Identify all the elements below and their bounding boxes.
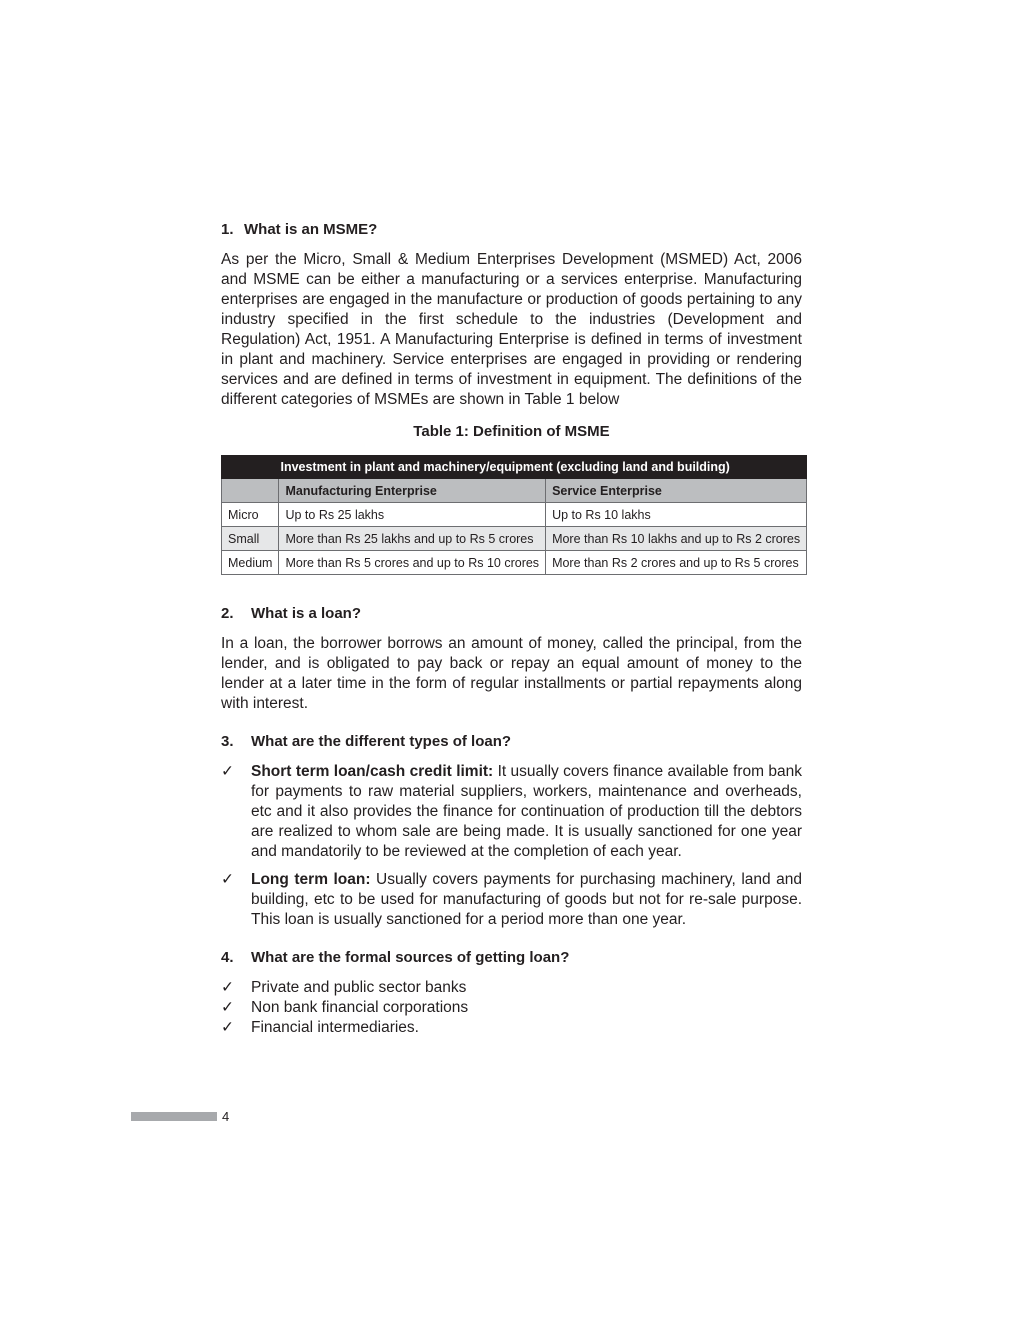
table-cell: Up to Rs 10 lakhs (546, 503, 807, 527)
column-header-service: Service Enterprise (546, 479, 807, 503)
page-number: 4 (222, 1109, 230, 1124)
table-cell: Medium (222, 551, 279, 575)
loan-types-list (221, 762, 802, 930)
section-number: 2. (221, 605, 234, 622)
table-row (222, 527, 807, 551)
table-row (222, 503, 807, 527)
list-item-text: It usually covers finance available from bank for payments to raw material suppliers, workers, maintenance and overheads, etc and it also provides the finance for continuation of production till the debtors are realized to whom sale are being made. It is usually sanctioned for one year and mandatorily to be reviewed at the completion of each year. (251, 763, 802, 860)
section-number: 1. (221, 221, 234, 238)
column-header-category (222, 479, 279, 503)
msme-definition-table (221, 455, 807, 575)
list-item-text: Financial intermediaries. (251, 1019, 419, 1036)
check-icon: ✓ (221, 999, 234, 1016)
table-cell: Small (222, 527, 279, 551)
table-top-header: Investment in plant and machinery/equipment (excluding land and building) (279, 456, 807, 479)
section-2-heading (221, 604, 802, 624)
section-number: 4. (221, 949, 234, 966)
section-1-heading (221, 220, 802, 240)
check-icon: ✓ (221, 871, 234, 888)
check-icon: ✓ (221, 1019, 234, 1036)
list-item-term: Short term loan/cash credit limit: (251, 763, 494, 780)
section-1-body: As per the Micro, Small & Medium Enterprises Development (MSMED) Act, 2006 and MSME can be either a manufacturing or a services enterprise. Manufacturing enterprises are engaged in the manufacture or production of goods pertaining to any industry specified in the first schedule to the industries (Development and Regulation) Act, 1951. A Manufacturing Enterprise is defined in terms of investment in plant and machinery. Service enterprises are engaged in providing or rendering services and are defined in terms of investment in equipment. The definitions of the different categories of MSMEs are shown in Table 1 below (221, 251, 802, 408)
column-header-manufacturing: Manufacturing Enterprise (279, 479, 546, 503)
table-cell: Micro (222, 503, 279, 527)
table-top-header-row (222, 456, 807, 479)
section-title: What is a loan? (251, 605, 362, 622)
loan-sources-list (221, 978, 802, 1038)
list-item (221, 762, 802, 862)
table-caption: Table 1: Definition of MSME (413, 423, 610, 440)
section-3-heading (221, 732, 802, 752)
table-cell: More than Rs 5 crores and up to Rs 10 crores (279, 551, 546, 575)
footer-bar (131, 1112, 217, 1121)
table-column-header-row (222, 479, 807, 503)
table-cell: More than Rs 25 lakhs and up to Rs 5 crores (279, 527, 546, 551)
section-title: What are the formal sources of getting loan? (251, 949, 570, 966)
list-item (221, 1018, 802, 1038)
table-cell: Up to Rs 25 lakhs (279, 503, 546, 527)
list-item (221, 870, 802, 930)
check-icon: ✓ (221, 979, 234, 996)
list-item-text: Non bank financial corporations (251, 999, 469, 1016)
list-item-term: Long term loan: (251, 871, 371, 888)
table-cell: More than Rs 10 lakhs and up to Rs 2 crores (546, 527, 807, 551)
table-row (222, 551, 807, 575)
section-2-body: In a loan, the borrower borrows an amount of money, called the principal, from the lender, and is obligated to pay back or repay an equal amount of money to the lender at a later time in the form of regular installments or partial repayments along with interest. (221, 635, 802, 712)
section-4-heading (221, 948, 802, 968)
list-item-text: Private and public sector banks (251, 979, 467, 996)
table-corner-cell (222, 456, 279, 479)
table-cell: More than Rs 2 crores and up to Rs 5 crores (546, 551, 807, 575)
section-title: What are the different types of loan? (251, 733, 512, 750)
list-item (221, 998, 802, 1018)
list-item-text: Usually covers payments for purchasing machinery, land and building, etc to be used for manufacturing of goods but not for re-sale purpose. This loan is usually sanctioned for a period more than one year. (251, 871, 802, 928)
section-number: 3. (221, 733, 234, 750)
section-title: What is an MSME? (244, 221, 378, 238)
page-content (221, 220, 802, 1038)
check-icon: ✓ (221, 763, 234, 780)
list-item (221, 978, 802, 998)
